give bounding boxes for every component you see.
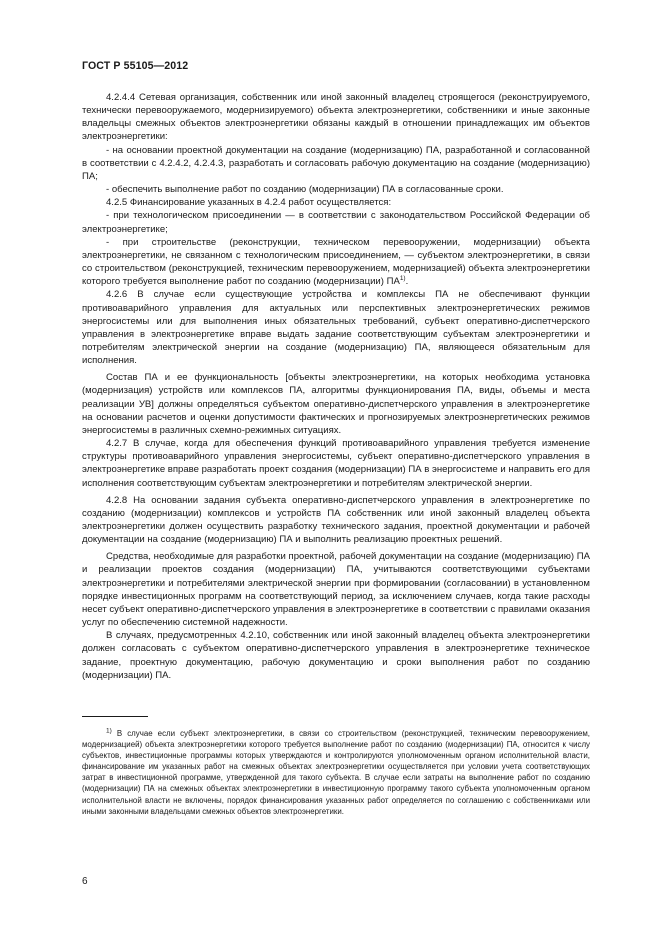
footnote-divider	[82, 716, 148, 717]
paragraph-text-end: .	[405, 276, 409, 288]
footnote-reference: 1)	[399, 275, 406, 283]
list-item-project-docs: - на основании проектной документации на создание (модернизацию) ПА, разработанной и согласованной в соответствии с 4.2.4.2, 4.2.4.3, разработать и согласовать рабочую документацию на создание (модернизацию) ПА;	[82, 144, 590, 182]
page-header-standard-id: ГОСТ Р 55105—2012	[82, 60, 189, 72]
footnote	[82, 728, 590, 817]
paragraph-4-2-4-4: 4.2.4.4 Сетевая организация, собственник или иной законный владелец строящегося (реконструируемого, технически перевооружаемого, модернизируемого) объекта электроэнергетики, собственники и иные законные владельцы смежных объектов электроэнергетики обязаны каждый в отношении принадлежащих им объектов электроэнергетики:	[82, 92, 590, 143]
footnote-text: В случае если субъект электроэнергетики, в связи со строительством (реконструкцией, техническим перевооружением, модернизацией) объекта электроэнергетики которого требуется выполнение работ по созданию (модернизации) ПА, относится к числу субъектов, инвестиционные программы которых утверждаются и контролируются уполномоченным органом исполнительной власти, финансирование им указанных работ на смежных объектах электроэнергетики осуществляется при условии учета соответствующих затрат в инвестиционной программе, утвержденной для такого субъекта. В случае если затраты на выполнение работ по созданию (модернизации) ПА на смежных объектах электроэнергетики в инвестиционную программу такого субъекта уполномоченным органом исполнительной власти не включены, порядок финансирования указанных работ определяется по соглашению с собственниками или иными законными владельцами смежных объектов электроэнергетики.	[82, 729, 590, 816]
list-item-ensure-works: - обеспечить выполнение работ по созданию (модернизации) ПА в согласованные сроки.	[106, 184, 504, 196]
page-number: 6	[82, 876, 88, 887]
paragraph-4-2-6: 4.2.6 В случае если существующие устройства и комплексы ПА не обеспечивают функции противоаварийного управления для актуальных или перспективных электроэнергетических режимов энергосистемы или для выполнения иных обязательных требований, субъект оперативно-диспетчерского управления в электроэнергетике вправе выдать задание соответствующим субъектам электроэнергетики и потребителям электрической энергии на создание (модернизацию) ПА, являющееся обязательным для исполнения.	[82, 289, 590, 367]
paragraph-funding: Средства, необходимые для разработки проектной, рабочей документации на создание (модернизацию) ПА и реализации проектов создания (модернизации) ПА, учитываются соответствующими субъектами электроэнергетики и потребителями электрической энергии при формировании (согласовании) в установленном порядке инвестиционных программ на соответствующий период, за исключением случаев, когда такие расходы несет субъект оперативно-диспетчерского управления в электроэнергетике в соответствии с правилами оказания услуг по обеспечению системной надежности.	[82, 551, 590, 629]
paragraph-pa-composition: Состав ПА и ее функциональность [объекты электроэнергетики, на которых необходима установка (модернизация) устройств или комплексов ПА, алгоритмы функционирования ПА, виды, объемы и места реализации УВ] должны определяться субъектом оперативно-диспетчерского управления в электроэнергетике на основании расчетов и оценки допустимости фактических и прогнозируемых электроэнергетических режимов энергосистемы в различных схемно-режимных ситуациях.	[82, 372, 590, 436]
footnote-marker: 1)	[106, 727, 112, 735]
body-text	[82, 91, 590, 682]
list-item-construction	[82, 236, 590, 289]
paragraph-text: - при строительстве (реконструкции, техническом перевооружении, модернизации) объекта электроэнергетики, не связанном с технологическим присоединением, — субъектом электроэнергетики, в связи со строительством (реконструкцией, техническим перевооружением, модернизацией) объекта электроэнергетики которого требуется выполнение работ по созданию (модернизации) ПА	[82, 236, 590, 288]
paragraph-4-2-8: 4.2.8 На основании задания субъекта оперативно-диспетчерского управления в электроэнергетике по созданию (модернизации) комплексов и устройств ПА собственник или иной законный владелец объекта электроэнергетики должен осуществить разработку технического задания, проектной документации и рабочей документации на создание (модернизацию) ПА и выполнить реализацию проектных решений.	[82, 494, 590, 546]
list-item-tech-connection: - при технологическом присоединении — в соответствии с законодательством Российской Федерации об электроэнергетике;	[82, 210, 590, 235]
paragraph-4-2-5: 4.2.5 Финансирование указанных в 4.2.4 работ осуществляется:	[106, 197, 392, 209]
paragraph-4-2-10-cases: В случаях, предусмотренных 4.2.10, собственник или иной законный владелец объекта электроэнергетики должен согласовать с субъектом оперативно-диспетчерского управления в электроэнергетике техническое задание, проектную документацию, рабочую документацию и сроки выполнения работ по созданию (модернизации) ПА.	[82, 630, 590, 681]
paragraph-4-2-7: 4.2.7 В случае, когда для обеспечения функций противоаварийного управления требуется изменение структуры противоаварийного управления энергосистемы, субъект оперативно-диспетчерского управления в электроэнергетике вправе разработать проект создания (модернизации) ПА в энергосистеме и направить его для исполнения соответствующим субъектам электроэнергетики и потребителям электрической энергии.	[82, 438, 590, 489]
